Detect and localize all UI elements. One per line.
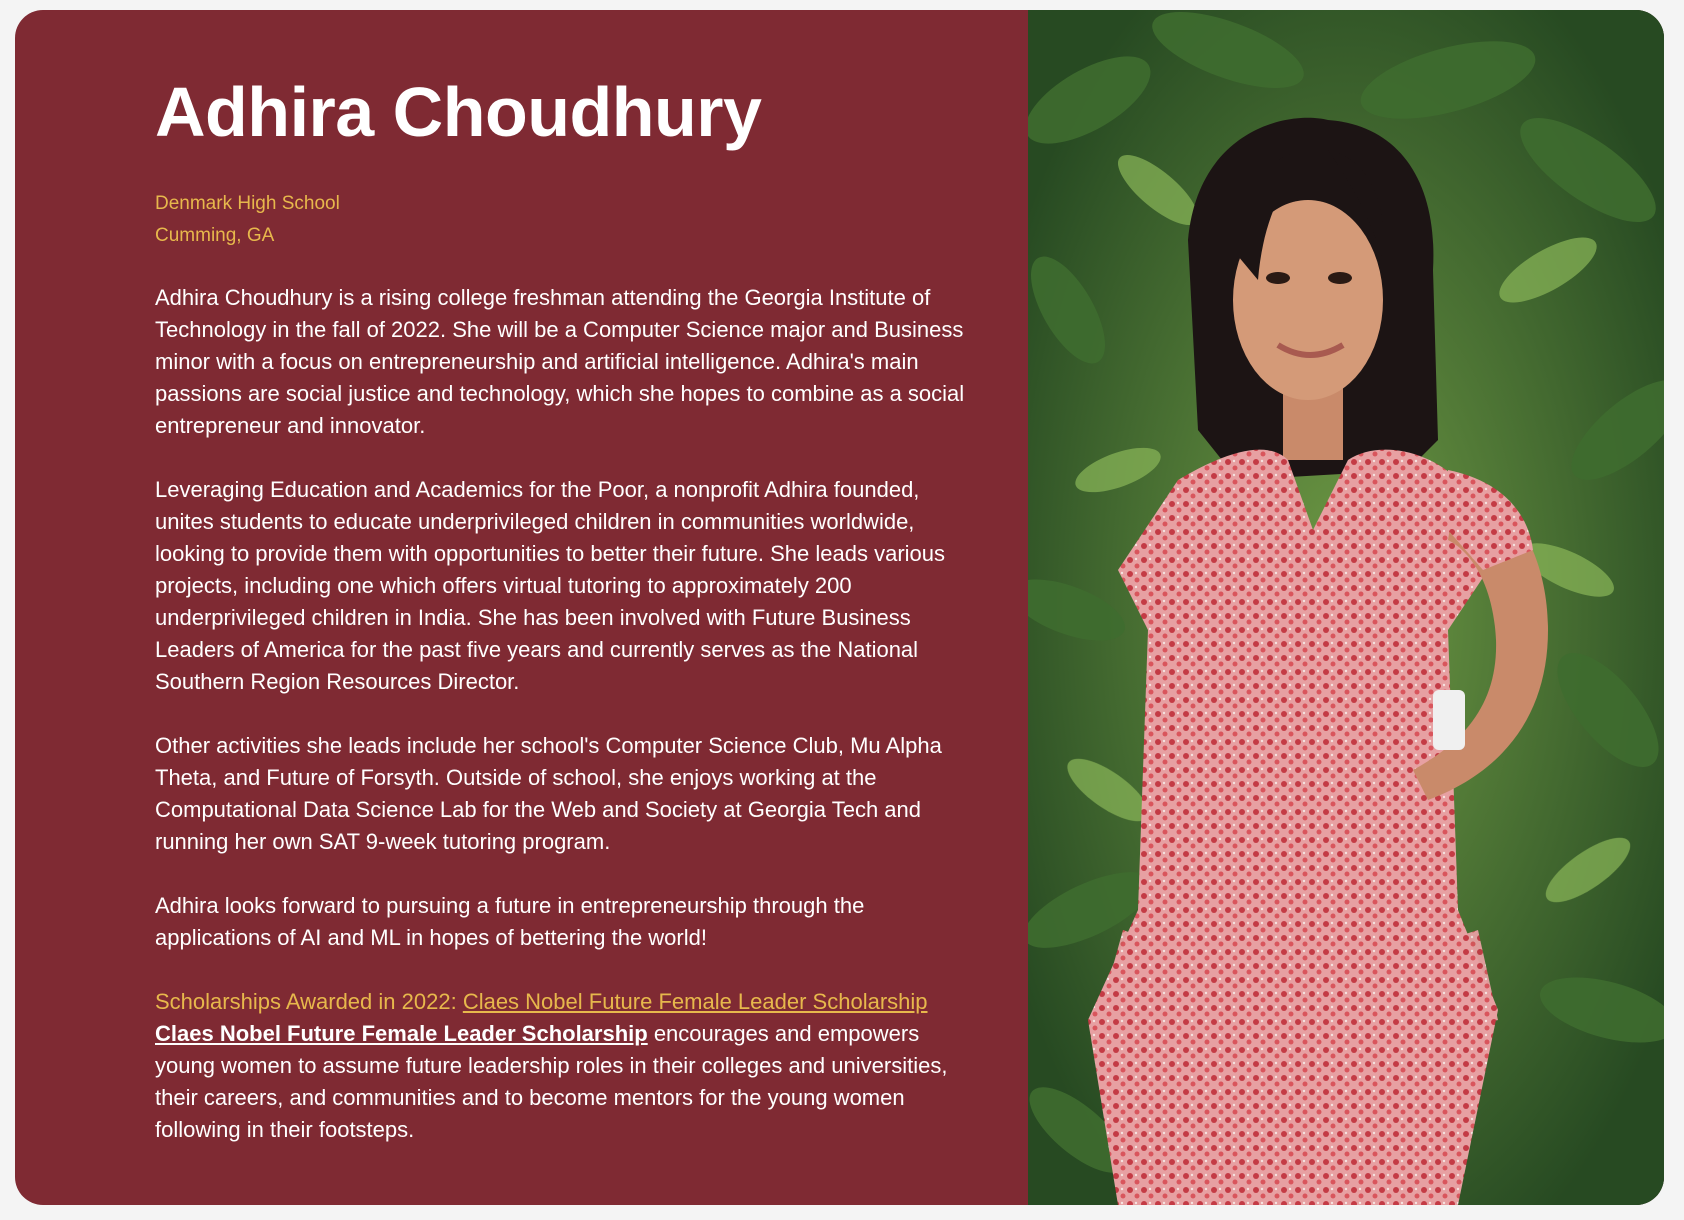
school-location: Cumming, GA bbox=[155, 225, 275, 246]
profile-text-panel bbox=[15, 10, 1028, 1205]
scholarships-line bbox=[155, 986, 975, 1018]
scholar-photo bbox=[1028, 10, 1664, 1205]
school-name: Denmark High School bbox=[155, 193, 340, 214]
bio-paragraph: Adhira Choudhury is a rising college freshman attending the Georgia Institute of Technology in the fall of 2022. She will be a Computer Science major and Business minor with a focus on entrepreneurship and artificial intelligence. Adhira's main passions are social justice and technology, which she hopes to combine as a social entrepreneur and innovator. bbox=[155, 285, 965, 438]
scholar-name: Adhira Choudhury bbox=[155, 73, 762, 151]
portrait-photo-icon bbox=[1028, 10, 1664, 1205]
scholarships-section bbox=[155, 986, 975, 1146]
scholarship-link[interactable]: Claes Nobel Future Female Leader Scholarship bbox=[462, 989, 928, 1014]
bio-paragraph: Other activities she leads include her school's Computer Science Club, Mu Alpha Theta, and Future of Forsyth. Outside of school, she enjoys working at the Computational Data Science Lab for the Web and Society at Georgia Tech and running her own SAT 9-week tutoring program. bbox=[155, 733, 942, 854]
scholar-meta bbox=[155, 188, 1028, 252]
bio-paragraph: Leveraging Education and Academics for the Poor, a nonprofit Adhira founded, unites students to educate underprivileged children in communities worldwide, looking to provide them with opportunities to better their future. She leads various projects, including one which offers virtual tutoring to approximately 200 underprivileged children in India. She has been involved with Future Business Leaders of America for the past five years and currently serves as the National Southern Region Resources Director. bbox=[155, 477, 946, 694]
scholar-bio bbox=[155, 282, 975, 1146]
scholarship-description: encourages and empowers young women to assume future leadership roles in their colleges and universities, their careers, and communities and to become mentors for the young women following in their footsteps. bbox=[155, 1021, 948, 1142]
bio-paragraph: Adhira looks forward to pursuing a future in entrepreneurship through the applications of AI and ML in hopes of bettering the world! bbox=[155, 893, 865, 950]
scholarship-name-link[interactable]: Claes Nobel Future Female Leader Scholarship bbox=[155, 1021, 648, 1046]
scholar-profile-card bbox=[15, 10, 1664, 1205]
scholarships-label: Scholarships Awarded in 2022: bbox=[155, 989, 457, 1014]
scholarship-description-block bbox=[155, 1018, 975, 1146]
